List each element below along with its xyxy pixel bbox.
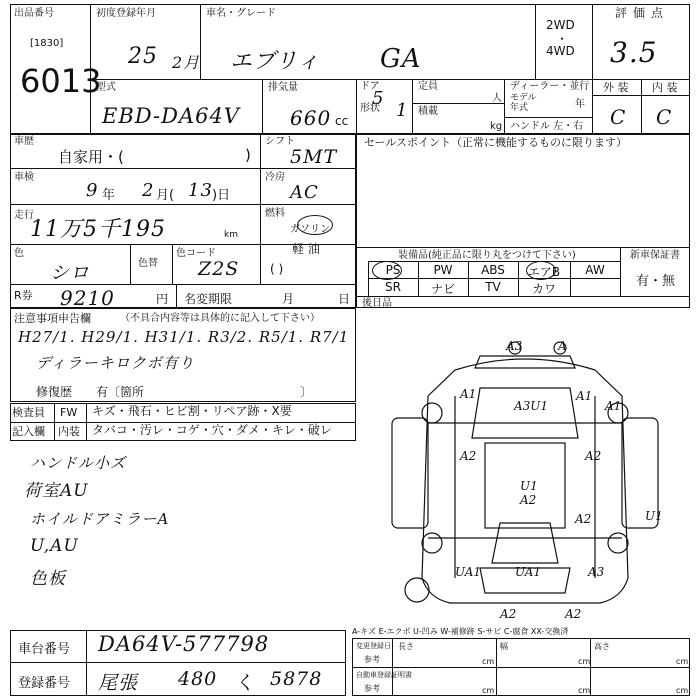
score-label: 評価点 [615,6,670,20]
interior-check-label: 内装 [58,425,80,438]
color-label: 色 [14,248,24,259]
mark-a2-right: A2 [585,449,602,463]
sales-point-label: セールスポイント（正常に機能するものに限ります） [364,136,628,149]
recycle-unit: 円 [156,292,169,306]
fuel-label: 燃料 [265,208,285,219]
dealer-label: ディーラー・並行 [510,81,590,92]
chassis-number: DA64V-577798 [98,632,270,656]
exterior-grade: C [610,105,627,129]
reg-label: 登録番号 [18,676,71,691]
width-cm: cm [578,657,591,666]
mark-u1-side: U1 [645,509,663,523]
fuel-circle [297,215,333,235]
color-change-label: 色替 [138,258,158,269]
notes-line-2: ディラーキロクボ有り [36,354,195,372]
inspection-month-unit: 月( [156,188,175,203]
length-cm: cm [482,657,495,666]
recycle-label: R券 [14,289,33,302]
chassis-label: 車台番号 [18,642,71,657]
inspection-day-unit: )日 [212,188,231,203]
mileage-label: 走行 [14,210,34,221]
equip-ps-circle [372,261,402,280]
fuel-paren: ( ) [270,262,284,276]
mark-front-a3: A3 [506,339,523,353]
equipment-label: 装備品(純正品に限り丸をつけて下さい) [398,250,576,261]
model-label: 型式 [96,82,116,93]
load-label: 積載 [418,106,438,117]
shape-value: 1 [396,100,409,121]
handle-label: ハンドル 左・右 [510,121,584,132]
history-close: ) [245,146,251,164]
equip-airbag: エアB [527,265,561,279]
mileage-value: 11万5千195 [30,217,166,242]
mark-a1-wheel: A1 [605,399,622,413]
reg-kana: く [236,672,256,694]
width-cm-2: cm [578,686,591,695]
load-unit: kg [490,121,503,132]
history-label: 車歴 [14,136,34,147]
name-change-month: 月 [282,292,295,306]
repair-history-value: 有〔箇所 [96,385,145,399]
name-change-day: 日 [338,292,351,306]
mark-ua1-left: UA1 [455,565,482,579]
equip-airbag-circle [526,261,556,280]
shift-label: シフト [265,136,295,147]
door-count: 5 [372,88,385,109]
ac-label: 冷房 [265,172,285,183]
equip-navi: ナビ [430,282,455,296]
lot-label: 出品番号 [14,8,54,19]
width-label: 幅 [500,642,508,651]
drive-2wd: 2WD [546,18,575,32]
mark-roof-a3u1: A3U1 [514,399,549,413]
capacity-label: 定員 [418,81,438,92]
equip-ps: PS [385,263,401,277]
drive-dot: ・ [556,32,569,46]
damage-legend: A-キズ E-エクボ U-凹み W-補修跡 S-サビ C-腐食 XX-交換済 [352,627,569,636]
remark-4: U,AU [30,536,79,556]
equip-abs: ABS [481,263,505,277]
exterior-label: 外 装 [603,81,629,94]
inspection-year: 9 [86,180,99,201]
mark-a3-rear: A3 [588,565,605,579]
history-value: 自家用・( [58,148,124,166]
new-car-warranty-label: 新車保証書 [630,250,680,261]
drive-4wd: 4WD [546,44,575,58]
height-cm: cm [676,657,689,666]
entry-label: 記入欄 [12,425,45,438]
car-name-label: 車名・グレード [206,8,276,19]
fuel-gasoline: ガソリン [290,224,330,235]
name-change-label: 名変期限 [184,292,233,306]
reference-2: 参考 [364,684,380,693]
year-unit: 年 [575,99,585,110]
car-damage-diagram [360,308,690,628]
fuel-diesel: 軽 油 [292,242,320,256]
registration-month: 2月 [172,53,201,72]
color-code: Z2S [198,258,240,280]
repair-history-label: 修復歴 [36,385,73,399]
inspection-month: 2 [142,180,155,201]
equip-pw: PW [433,263,453,277]
door-label: ドア [360,81,380,92]
model-code: EBD-DA64V [102,104,240,128]
length-cm-2: cm [482,686,495,695]
lot-number: 6013 [20,62,102,100]
interior-items: タバコ・汚レ・コゲ・穴・ダメ・キレ・破レ [92,423,332,437]
height-label: 高さ [594,642,610,651]
equip-leather: カワ [531,282,556,296]
post-delivery-label: 後日品 [362,298,392,309]
inspector-label: 検査員 [12,406,45,419]
remark-3: ホイルドアミラーA [30,510,170,528]
interior-label: 内 装 [652,81,678,94]
notes-line-1: H27/1. H29/1. H31/1. R3/2. R5/1. R7/1 [18,328,350,346]
notes-label: 注意事項申告欄 [14,312,91,325]
reg-class: 480 [178,668,218,690]
color-code-label: 色コード [176,248,216,259]
equip-aw: AW [585,263,605,277]
mark-front-a: A [558,339,567,353]
displacement-value: 660 [290,106,332,130]
mark-a2-roof: A2 [520,493,537,507]
remark-1: ハンドル小ズ [30,454,127,472]
mark-a1-left: A1 [460,387,477,401]
shift-value: 5MT [290,146,338,168]
inspection-day: 13 [188,180,213,201]
recycle-value: 9210 [60,286,115,310]
reference-1: 参考 [364,655,380,664]
registration-label: 初度登録年月 [96,8,156,19]
ac-value: AC [290,182,319,203]
car-grade: GA [380,44,422,74]
height-cm-2: cm [676,686,689,695]
car-name: エブリィ [230,49,321,74]
mark-a1-right: A1 [576,389,593,403]
mark-u1-roof: U1 [520,479,538,493]
mark-a2-bumper: A2 [500,607,517,621]
displacement-label: 排気量 [268,82,298,93]
capacity-unit: 人 [492,93,502,104]
inspection-label: 車検 [14,172,34,183]
shape-label: 形状 [360,103,380,114]
reg-place: 尾張 [98,672,139,694]
inspection-year-unit: 年 [102,188,116,203]
cc-unit: cc [335,114,349,128]
repair-history-close: 〕 [300,385,313,399]
new-car-warranty-value: 有・無 [636,274,676,289]
mark-a2-side: A2 [575,512,592,526]
reg-number: 5878 [270,668,323,690]
remark-2: 荷室AU [24,481,89,501]
score-value: 3.5 [610,36,658,69]
interior-grade: C [656,105,673,129]
mileage-unit: km [224,230,238,240]
fw-items: キズ・飛石・ヒビ割・リペア跡・X要 [92,404,292,418]
color-value: シロ [50,262,91,284]
mark-a2-left: A2 [460,449,477,463]
registration-year: 25 [128,44,158,69]
cert-label: 自動車登録証明書 [356,671,412,679]
length-label: 長さ [398,642,414,651]
mark-a2-bumper-right: A2 [565,607,582,621]
remark-5: 色板 [30,569,66,589]
model-year-label: モデル 年式 [510,93,537,113]
fw-label: FW [60,406,78,419]
mark-ua1-rear: UA1 [515,565,542,579]
change-reg-label: 変更登録日 [356,642,391,650]
equip-sr: SR [385,280,401,294]
lot-sub: [1830] [30,38,64,49]
notes-hint: （不具合内容等は具体的に記入して下さい） [120,313,320,324]
equip-tv: TV [485,280,501,294]
